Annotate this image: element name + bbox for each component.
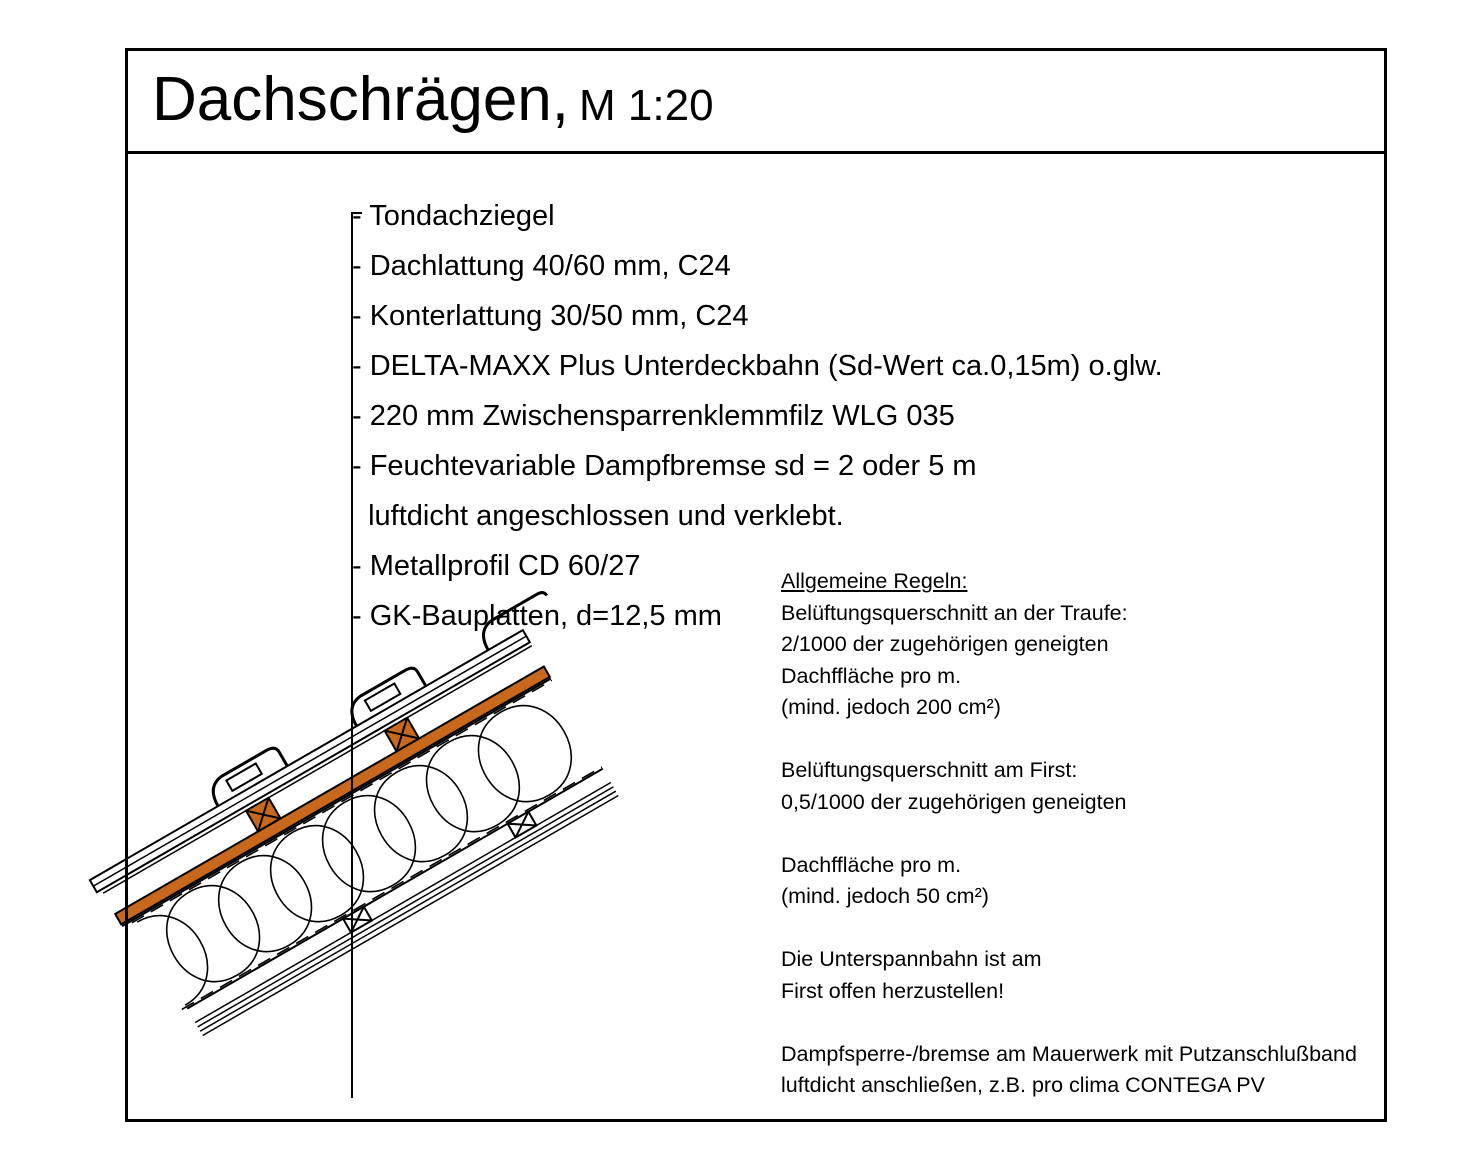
rules-heading: Allgemeine Regeln: [781, 569, 968, 593]
title-scale: M 1:20 [579, 81, 714, 130]
layer-item: - Dachlattung 40/60 mm, C24 [352, 250, 731, 282]
rules-line: 2/1000 der zugehörigen geneigten [781, 632, 1109, 656]
rules-line: (mind. jedoch 200 cm²) [781, 695, 1001, 719]
title-main: Dachschrägen, [152, 65, 570, 134]
rules-line: Dachffläche pro m. [781, 663, 962, 688]
rules-line: (mind. jedoch 50 cm²) [781, 884, 989, 908]
rules-line: Belüftungsquerschnitt am First: [781, 758, 1078, 782]
rules-line: First offen herzustellen! [781, 978, 1005, 1003]
rules-line: Dachffläche pro m. [781, 852, 962, 877]
layer-item: - Tondachziegel [352, 200, 555, 232]
layer-item: - 220 mm Zwischensparrenklemmfilz WLG 035 [352, 400, 955, 432]
rules-line: luftdicht anschließen, z.B. pro clima CONTEGA PV [781, 1073, 1265, 1097]
rules-line: Dampfsperre-/bremse am Mauerwerk mit Putzanschlußband [781, 1041, 1357, 1066]
rules-line: 0,5/1000 der zugehörigen geneigten [781, 789, 1127, 814]
layer-item: - GK-Bauplatten, d=12,5 mm [352, 600, 722, 632]
layer-item: - Konterlattung 30/50 mm, C24 [352, 300, 749, 332]
layer-item: - Feuchtevariable Dampfbremse sd = 2 oder 5 m [352, 450, 977, 482]
title-bar [128, 51, 1384, 154]
rules-line: Die Unterspannbahn ist am [781, 947, 1042, 971]
layer-item: - DELTA-MAXX Plus Unterdeckbahn (Sd-Wert ca.0,15m) o.glw. [352, 350, 1163, 382]
rules-line: Belüftungsquerschnitt an der Traufe: [781, 600, 1128, 625]
general-rules [781, 566, 1357, 1102]
page-title [152, 65, 714, 134]
layer-item: - Metallprofil CD 60/27 [352, 550, 641, 582]
layer-item: luftdicht angeschlossen und verklebt. [352, 500, 844, 532]
